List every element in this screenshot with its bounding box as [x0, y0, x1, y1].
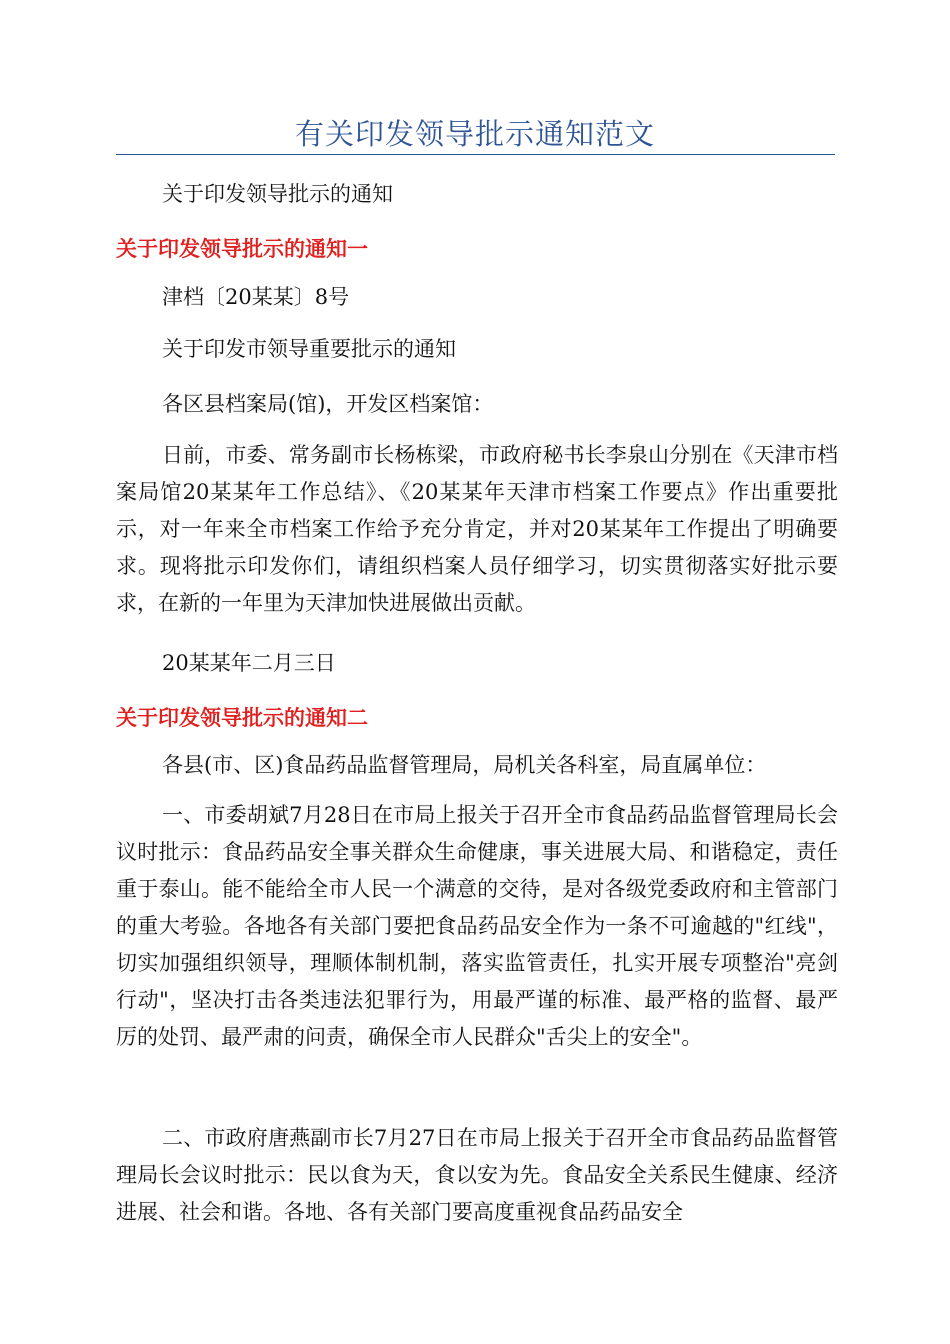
- notice-date: 20某某年二月三日: [162, 651, 336, 675]
- document-title: 有关印发领导批示通知范文: [294, 117, 655, 151]
- section-heading-2: 关于印发领导批示的通知二: [116, 706, 368, 730]
- instruction-paragraph-1: 一、市委胡斌7月28日在市局上报关于召开全市食品药品监督管理局长会议时批示：食品药品安全事关群众生命健康，事关进展大局、和谐稳定，责任重于泰山。能不能给全市人民一个满意的交待，是对各级党委政府和主管部门的重大考验。各地各有关部门要把食品药品安全作为一条不可逾越的"红线"，切实加强组织领导，理顺体制机制，落实监管责任，扎实开展专项整治"亮剑行动"，坚决打击各类违法犯罪行为，用最严谨的标准、最严格的监督、最严厉的处罚、最严肃的问责，确保全市人民群众"舌尖上的安全"。: [116, 803, 838, 1049]
- recipients-line: 各区县档案局(馆)，开发区档案馆：: [162, 392, 494, 416]
- document-number: 津档〔20某某〕8号: [162, 285, 350, 309]
- recipients-line-2: 各县(市、区)食品药品监督管理局，局机关各科室，局直属单位：: [162, 753, 767, 777]
- notice-body-paragraph: 日前，市委、常务副市长杨栋梁，市政府秘书长李泉山分别在《天津市档案局馆20某某年工作总结》、《20某某年天津市档案工作要点》作出重要批示，对一年来全市档案工作给予充分肯定，并对20某某年工作提出了明确要求。现将批示印发你们，请组织档案人员仔细学习，切实贯彻落实好批示要求，在新的一年里为天津加快进展做出贡献。: [116, 443, 838, 615]
- instruction-paragraph-2: 二、市政府唐燕副市长7月27日在市局上报关于召开全市食品药品监督管理局长会议时批示：民以食为天，食以安为先。食品安全关系民生健康、经济进展、社会和谐。各地、各有关部门要高度重视食品药品安全: [116, 1126, 838, 1224]
- section-heading-1: 关于印发领导批示的通知一: [116, 237, 368, 261]
- notice-title: 关于印发市领导重要批示的通知: [162, 337, 456, 361]
- document-subtitle: 关于印发领导批示的通知: [162, 182, 393, 206]
- title-underline: [116, 154, 835, 155]
